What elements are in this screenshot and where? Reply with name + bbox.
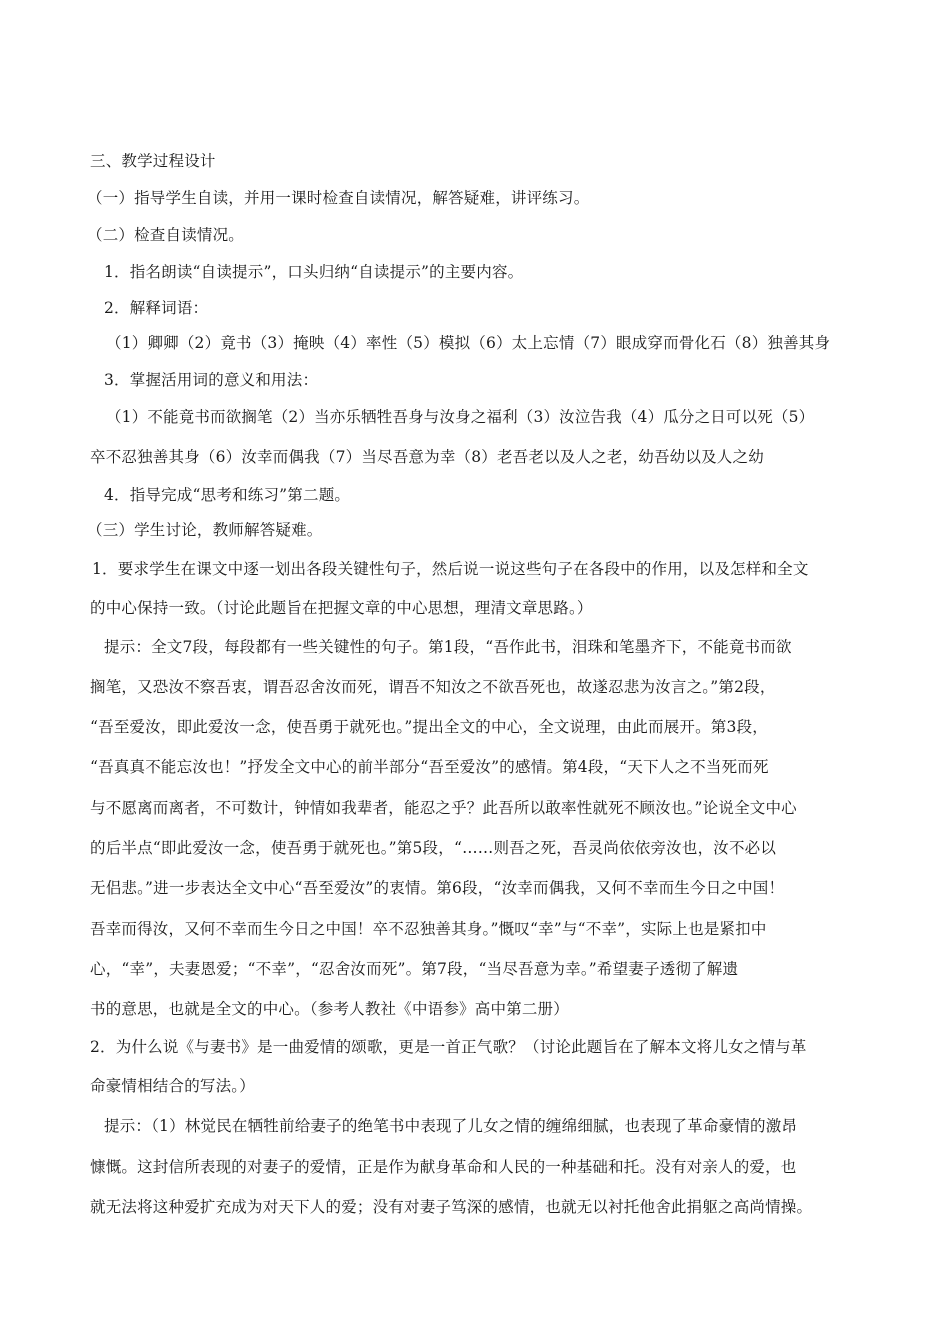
paragraph-line: 提示：（1）林觉民在牺牲前给妻子的绝笔书中表现了儿女之情的缠绵细腻，也表现了革命豪情的激昂 (104, 1117, 798, 1135)
paragraph-line: 1．要求学生在课文中逐一划出各段关键性句子，然后说一说这些句子在各段中的作用，以及怎样和全文 (92, 560, 809, 578)
paragraph-line: “吾至爱汝，即此爱汝一念，使吾勇于就死也。”提出全文的中心，全文说理，由此而展开。第3段， (90, 718, 768, 736)
paragraph-line: （一）指导学生自读，并用一课时检查自读情况，解答疑难，讲评练习。 (87, 189, 590, 207)
paragraph-line: 的中心保持一致。（讨论此题旨在把握文章的中心思想，理清文章思路。） (90, 599, 593, 617)
paragraph-line: 1．指名朗读“自读提示”，口头归纳“自读提示”的主要内容。 (104, 263, 524, 281)
paragraph-line: 慷慨。这封信所表现的对妻子的爱情，正是作为献身革命和人民的一种基础和托。没有对亲人的爱，也 (90, 1158, 797, 1176)
paragraph-line: 搁笔，又恐汝不察吾衷，谓吾忍舍汝而死，谓吾不知汝之不欲吾死也，故遂忍悲为汝言之。”第2段， (90, 678, 776, 696)
paragraph-line: 提示：全文7段，每段都有一些关键性的句子。第1段，“吾作此书，泪珠和笔墨齐下，不能竟书而欲 (104, 638, 792, 656)
paragraph-line: （1）不能竟书而欲搁笔（2）当亦乐牺牲吾身与汝身之福利（3）汝泣告我（4）瓜分之日可以死（5） (106, 408, 815, 426)
paragraph-line: 4．指导完成“思考和练习”第二题。 (104, 486, 351, 504)
paragraph-line: 与不愿离而离者，不可数计，钟情如我辈者，能忍之乎？此吾所以敢率性就死不顾汝也。”论说全文中心 (90, 799, 797, 817)
paragraph-line: 吾幸而得汝，又何不幸而生今日之中国！卒不忍独善其身。”慨叹“幸”与“不幸”，实际上也是紧扣中 (90, 920, 767, 938)
paragraph-line: 2．解释词语： (104, 299, 209, 317)
paragraph-line: 命豪情相结合的写法。） (90, 1077, 255, 1095)
paragraph-line: 2．为什么说《与妻书》是一曲爱情的颂歌，更是一首正气歌？（讨论此题旨在了解本文将儿女之情与革 (90, 1038, 807, 1056)
paragraph-line: 无侣悲。”进一步表达全文中心“吾至爱汝”的衷情。第6段，“汝幸而偶我，又何不幸而生今日之中国！ (90, 879, 785, 897)
paragraph-line: 的后半点“即此爱汝一念，使吾勇于就死也。”第5段，“……则吾之死，吾灵尚依依旁汝也，汝不必以 (90, 839, 777, 857)
paragraph-line: 心，“幸”，夫妻恩爱；“不幸”，“忍舍汝而死”。第7段，“当尽吾意为幸。”希望妻子透彻了解遗 (90, 960, 739, 978)
section-heading: 三、教学过程设计 (90, 152, 216, 170)
paragraph-line: （1）卿卿（2）竟书（3）掩映（4）率性（5）模拟（6）太上忘情（7）眼成穿而骨化石（8）独善其身 (106, 334, 831, 352)
paragraph-line: 卒不忍独善其身（6）汝幸而偶我（7）当尽吾意为幸（8）老吾老以及人之老，幼吾幼以及人之幼 (90, 448, 764, 466)
paragraph-line: 书的意思，也就是全文的中心。（参考人教社《中语参》高中第二册） (90, 1000, 569, 1018)
paragraph-line: （三）学生讨论，教师解答疑难。 (87, 521, 323, 539)
paragraph-line: （二）检查自读情况。 (87, 226, 245, 244)
paragraph-line: 就无法将这种爱扩充成为对天下人的爱；没有对妻子笃深的感情，也就无以衬托他舍此捐躯之高尚情操。 (90, 1198, 813, 1216)
paragraph-line: “吾真真不能忘汝也！”抒发全文中心的前半部分“吾至爱汝”的感情。第4段，“天下人之不当死而死 (90, 758, 769, 776)
paragraph-line: 3．掌握活用词的意义和用法： (104, 371, 319, 389)
